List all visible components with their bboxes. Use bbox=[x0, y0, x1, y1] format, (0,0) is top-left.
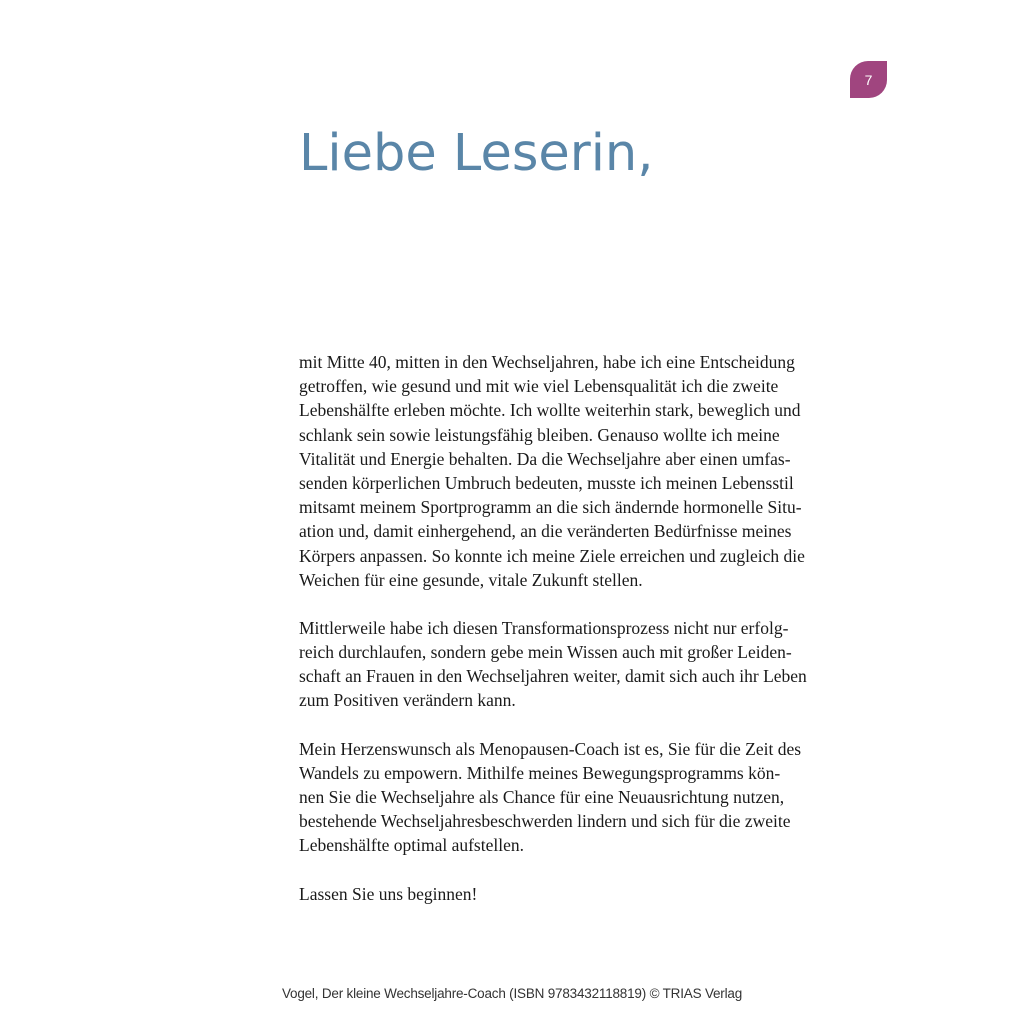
text-line: nen Sie die Wechseljahre als Chance für eine Neuausrichtung nutzen, bbox=[299, 787, 785, 807]
paragraph bbox=[299, 737, 839, 858]
text-line: schaft an Frauen in den Wechseljahren weiter, damit sich auch ihr Leben bbox=[299, 666, 807, 687]
text-line: senden körperlichen Umbruch bedeuten, musste ich meinen Lebensstil bbox=[299, 472, 794, 493]
footer-copyright: Vogel, Der kleine Wechseljahre-Coach (ISBN 9783432118819) © TRIAS Verlag bbox=[281, 986, 743, 1001]
text-line: Lebenshälfte optimal aufstellen. bbox=[299, 835, 524, 856]
text-line: Mittlerweile habe ich diesen Transformationsprozess nicht nur erfolg- bbox=[299, 617, 789, 638]
paragraph bbox=[299, 616, 839, 713]
text-line: Wandels zu empowern. Mithilfe meines Bewegungsprogramms kön- bbox=[299, 762, 781, 783]
body-text bbox=[299, 350, 839, 930]
text-line: Weichen für eine gesunde, vitale Zukunft stellen. bbox=[299, 569, 643, 590]
text-line: Mein Herzenswunsch als Menopausen-Coach ist es, Sie für die Zeit des bbox=[299, 738, 802, 759]
text-line: getroffen, wie gesund und mit wie viel Lebensqualität ich die zweite bbox=[299, 376, 779, 397]
paragraph bbox=[299, 350, 839, 592]
text-line: schlank sein sowie leistungsfähig bleiben. Genauso wollte ich meine bbox=[299, 424, 780, 445]
text-line: reich durchlaufen, sondern gebe mein Wissen auch mit großer Leiden- bbox=[299, 642, 792, 663]
text-line: Lebenshälfte erleben möchte. Ich wollte weiterhin stark, beweglich und bbox=[299, 400, 801, 421]
text-line: mitsamt meinem Sportprogramm an die sich ändernde hormonelle Situ- bbox=[299, 497, 802, 518]
text-line: Körpers anpassen. So konnte ich meine Ziele erreichen und zugleich die bbox=[299, 545, 805, 566]
text-line: ation und, damit einhergehend, an die veränderten Bedürfnisse meines bbox=[299, 521, 792, 542]
page-number-badge bbox=[850, 61, 887, 98]
text-line: Lassen Sie uns beginnen! bbox=[299, 883, 478, 904]
text-line: zum Positiven verändern kann. bbox=[299, 690, 516, 711]
page-number: 7 bbox=[864, 71, 873, 88]
text-line: bestehende Wechseljahresbeschwerden lindern und sich für die zweite bbox=[299, 811, 791, 832]
text-line: mit Mitte 40, mitten in den Wechseljahren, habe ich eine Entscheidung bbox=[299, 352, 795, 372]
paragraph bbox=[299, 882, 839, 906]
page-heading: Liebe Leserin, bbox=[299, 124, 654, 183]
text-line: Vitalität und Energie behalten. Da die Wechseljahre aber einen umfas- bbox=[299, 448, 791, 469]
